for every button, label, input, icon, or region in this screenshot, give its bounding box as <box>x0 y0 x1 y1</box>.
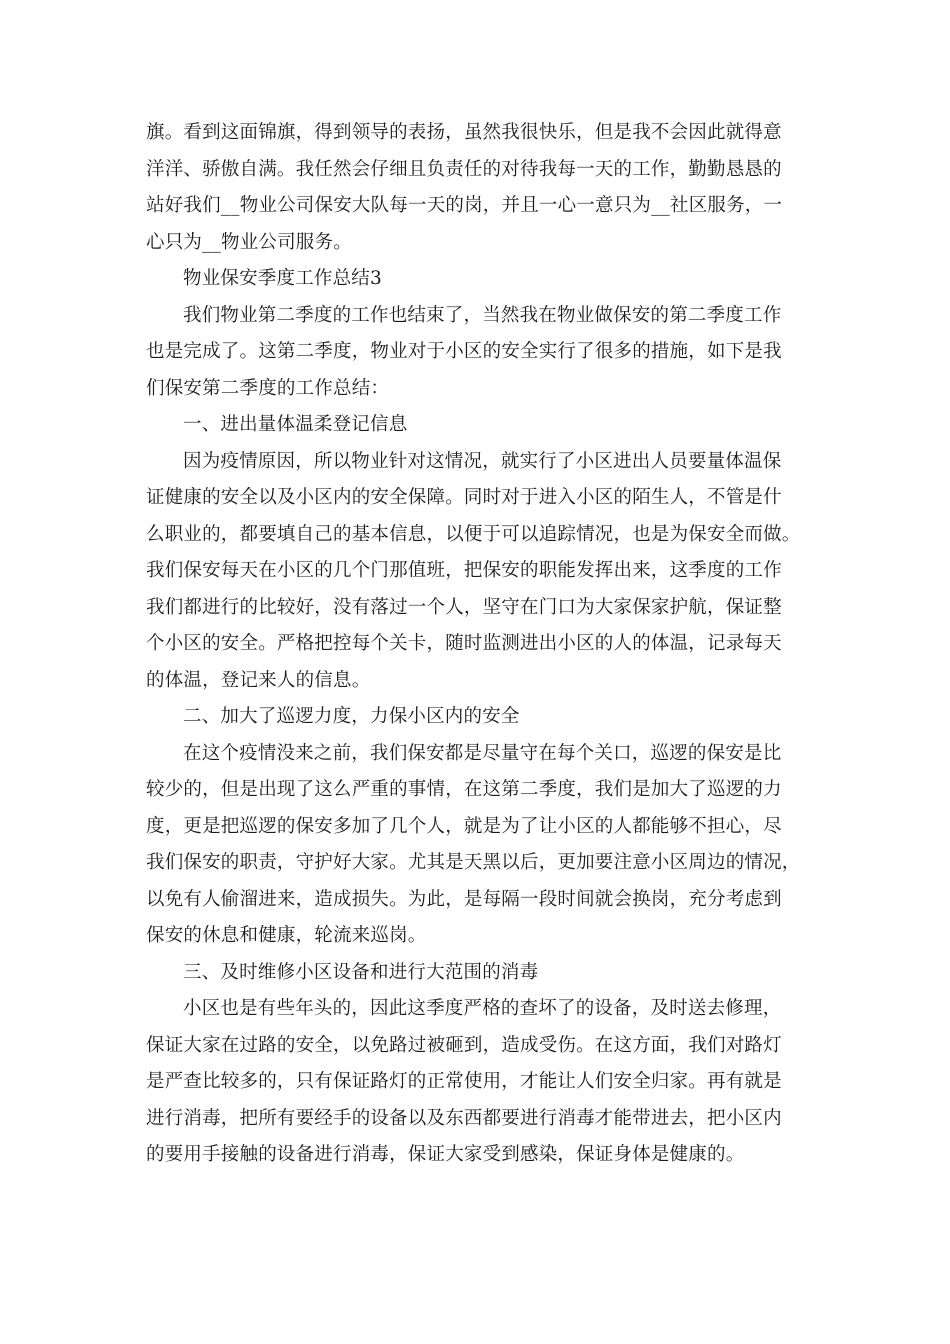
paragraph-line: 我们保安的职责，守护好大家。尤其是天黑以后，更加要注意小区周边的情况， <box>146 852 801 873</box>
paragraph-line: 度，更是把巡逻的保安多加了几个人，就是为了让小区的人都能够不担心，尽 <box>146 815 782 837</box>
paragraph-line: 的体温，登记来人的信息。 <box>146 669 371 691</box>
paragraph-line: 以免有人偷溜进来，造成损失。为此，是每隔一段时间就会换岗，充分考虑到 <box>146 888 782 910</box>
paragraph-line: 我们都进行的比较好，没有落过一个人，坚守在门口为大家保家护航，保证整 <box>146 596 782 618</box>
paragraph-line: 小区也是有些年头的，因此这季度严格的查坏了的设备，及时送去修理， <box>183 998 782 1019</box>
paragraph-line: 个小区的安全。严格把控每个关卡，随时监测进出小区的人的体温，记录每天 <box>146 633 782 654</box>
paragraph-line: 因为疫情原因，所以物业针对这情况，就实行了小区进出人员要量体温保 <box>183 450 782 472</box>
section-heading: 一、进出量体温柔登记信息 <box>183 414 408 435</box>
paragraph-line: 么职业的，都要填自己的基本信息，以便于可以追踪情况，也是为保安全而做。 <box>146 523 801 545</box>
paragraph-line: 保安的休息和健康，轮流来巡岗。 <box>146 925 427 946</box>
paragraph-line: 也是完成了。这第二季度，物业对于小区的安全实行了很多的措施，如下是我 <box>146 341 782 362</box>
paragraph-line: 旗。看到这面锦旗，得到领导的表扬，虽然我很快乐，但是我不会因此就得意 <box>146 122 782 143</box>
document-body <box>146 115 810 1174</box>
paragraph-line: 站好我们__物业公司保安大队每一天的岗，并且一心一意只为__社区服务，一 <box>146 195 783 216</box>
paragraph-line: 较少的，但是出现了这么严重的事情，在这第二季度，我们是加大了巡逻的力 <box>146 779 782 800</box>
paragraph-line: 洋洋、骄傲自满。我任然会仔细且负责任的对待我每一天的工作，勤勤恳恳的 <box>146 158 782 180</box>
paragraph-line: 在这个疫情没来之前，我们保安都是尽量守在每个关口，巡逻的保安是比 <box>183 742 782 764</box>
section-heading: 二、加大了巡逻力度，力保小区内的安全 <box>183 706 520 727</box>
paragraph-line: 进行消毒，把所有要经手的设备以及东西都要进行消毒才能带进去，把小区内 <box>146 1107 782 1129</box>
section-heading: 物业保安季度工作总结3 <box>183 268 382 289</box>
paragraph-line: 证健康的安全以及小区内的安全保障。同时对于进入小区的陌生人，不管是什 <box>146 487 782 508</box>
section-heading: 三、及时维修小区设备和进行大范围的消毒 <box>183 961 539 983</box>
paragraph-line: 的要用手接触的设备进行消毒，保证大家受到感染，保证身体是健康的。 <box>146 1144 745 1165</box>
paragraph-line: 们保安第二季度的工作总结： <box>146 377 390 399</box>
paragraph-line: 我们保安每天在小区的几个门那值班，把保安的职能发挥出来，这季度的工作 <box>146 560 782 581</box>
paragraph-line: 我们物业第二季度的工作也结束了，当然我在物业做保安的第二季度工作 <box>183 304 782 326</box>
paragraph-line: 保证大家在过路的安全，以免路过被砸到，造成受伤。在这方面，我们对路灯 <box>146 1034 782 1056</box>
paragraph-line: 是严查比较多的，只有保证路灯的正常使用，才能让人们安全归家。再有就是 <box>146 1071 782 1092</box>
paragraph-line: 心只为__物业公司服务。 <box>146 231 352 253</box>
